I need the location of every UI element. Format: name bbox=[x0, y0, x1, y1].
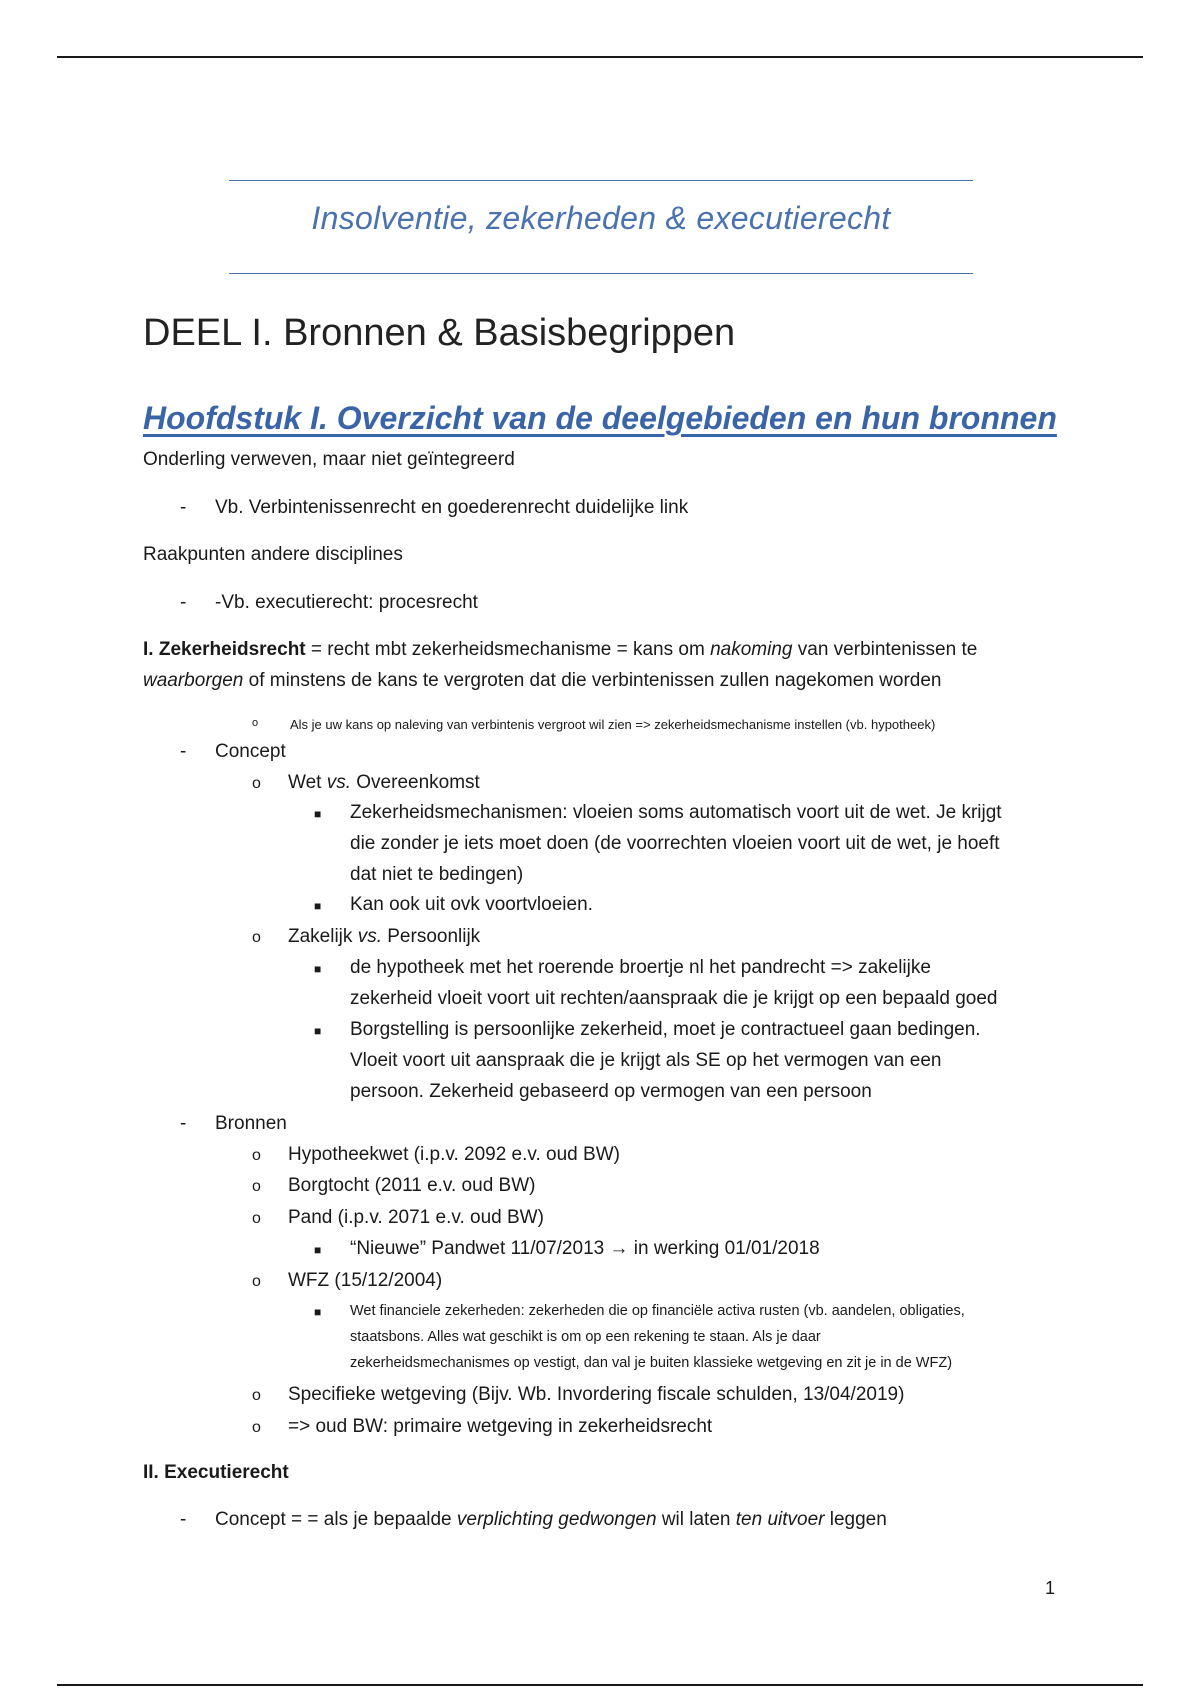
source-oud-bw: => oud BW: primaire wetgeving in zekerheidsrecht bbox=[288, 1416, 713, 1437]
zekerheidsrecht-definition-line-1: I. Zekerheidsrecht = recht mbt zekerheidsmechanisme = kans om nakoming van verbintenissen te bbox=[143, 639, 978, 660]
circle-bullet: o bbox=[252, 1387, 261, 1404]
part-heading: DEEL I. Bronnen & Basisbegrippen bbox=[143, 312, 736, 354]
circle-bullet: o bbox=[252, 1273, 261, 1290]
source-pand-sub: “Nieuwe” Pandwet 11/07/2013 → in werking 01/01/2018 bbox=[350, 1238, 820, 1259]
dash-bullet: - bbox=[180, 592, 187, 613]
section-1-label: I. Zekerheidsrecht bbox=[143, 639, 306, 660]
dash-bullet: - bbox=[180, 1113, 187, 1134]
wet-point-2: Kan ook uit ovk voortvloeien. bbox=[350, 894, 593, 915]
bronnen-label: Bronnen bbox=[215, 1113, 287, 1134]
square-bullet: ■ bbox=[314, 807, 322, 821]
circle-bullet: o bbox=[252, 1210, 261, 1227]
circle-bullet: o bbox=[252, 775, 261, 792]
dash-bullet: - bbox=[180, 1509, 187, 1530]
wet-point-1-line-2: die zonder je iets moet doen (de voorrechten vloeien voort uit de wet, je hoeft bbox=[350, 833, 1000, 854]
executierecht-concept: Concept = = als je bepaalde verplichting gedwongen wil laten ten uitvoer leggen bbox=[215, 1509, 887, 1530]
intro-paragraph-1: Onderling verweven, maar niet geïntegreerd bbox=[143, 449, 515, 470]
zekerheidsrecht-note: Als je uw kans op naleving van verbintenis vergroot wil zien => zekerheidsmechanisme instellen (vb. hypotheek) bbox=[290, 717, 936, 732]
circle-bullet: o bbox=[252, 1147, 261, 1164]
source-wfz-sub-line-3: zekerheidsmechanismes op vestigt, dan val je buiten klassieke wetgeving en zit je in de WFZ) bbox=[350, 1355, 953, 1371]
intro-paragraph-2: Raakpunten andere disciplines bbox=[143, 544, 403, 565]
source-wfz-sub-line-2: staatsbons. Alles wat geschikt is om op een rekening te staan. Als je daar bbox=[350, 1329, 821, 1345]
wet-point-1-line-1: Zekerheidsmechanismen: vloeien soms automatisch voort uit de wet. Je krijgt bbox=[350, 802, 1002, 823]
dash-bullet: - bbox=[180, 497, 187, 518]
source-borgtocht: Borgtocht (2011 e.v. oud BW) bbox=[288, 1175, 536, 1196]
zakelijk-vs-persoonlijk: Zakelijk vs. Persoonlijk bbox=[288, 926, 481, 947]
zakelijk-point-2-line-3: persoon. Zekerheid gebaseerd op vermogen van een persoon bbox=[350, 1081, 872, 1102]
zakelijk-point-1-line-2: zekerheid vloeit voort uit rechten/aanspraak die je krijgt op een bepaald goed bbox=[350, 988, 998, 1009]
zakelijk-point-2-line-1: Borgstelling is persoonlijke zekerheid, moet je contractueel gaan bedingen. bbox=[350, 1019, 981, 1040]
square-bullet: ■ bbox=[314, 962, 322, 976]
section-2-label: II. Executierecht bbox=[143, 1462, 289, 1483]
source-wfz: WFZ (15/12/2004) bbox=[288, 1270, 443, 1291]
chapter-heading: Hoofdstuk I. Overzicht van de deelgebieden en hun bronnen bbox=[143, 400, 1057, 436]
circle-bullet: o bbox=[252, 929, 261, 946]
document-title: Insolventie, zekerheden & executierecht bbox=[311, 200, 891, 236]
title-bottom-rule bbox=[229, 273, 973, 274]
square-bullet: ■ bbox=[314, 1024, 322, 1038]
zakelijk-point-1-line-1: de hypotheek met het roerende broertje nl het pandrecht => zakelijke bbox=[350, 957, 931, 978]
zakelijk-point-2-line-2: Vloeit voort uit aanspraak die je krijgt als SE op het vermogen van een bbox=[350, 1050, 942, 1071]
intro-bullet-2: -Vb. executierecht: procesrecht bbox=[215, 592, 478, 613]
circle-bullet: o bbox=[252, 1419, 261, 1436]
page-bottom-rule bbox=[57, 1684, 1143, 1686]
circle-bullet: o bbox=[252, 717, 259, 729]
square-bullet: ■ bbox=[314, 1305, 322, 1319]
title-top-rule bbox=[229, 180, 973, 181]
source-pand: Pand (i.p.v. 2071 e.v. oud BW) bbox=[288, 1207, 544, 1228]
page-top-rule bbox=[57, 56, 1143, 58]
square-bullet: ■ bbox=[314, 899, 322, 913]
source-specifieke-wetgeving: Specifieke wetgeving (Bijv. Wb. Invordering fiscale schulden, 13/04/2019) bbox=[288, 1384, 905, 1405]
wet-point-1-line-3: dat niet te bedingen) bbox=[350, 864, 524, 885]
wet-vs-overeenkomst: Wet vs. Overeenkomst bbox=[288, 772, 480, 793]
source-hypotheekwet: Hypotheekwet (i.p.v. 2092 e.v. oud BW) bbox=[288, 1144, 620, 1165]
square-bullet: ■ bbox=[314, 1243, 322, 1257]
zekerheidsrecht-definition-line-2: waarborgen of minstens de kans te vergroten dat die verbintenissen zullen nagekomen worden bbox=[143, 670, 942, 691]
concept-label: Concept bbox=[215, 741, 286, 762]
page-number: 1 bbox=[1045, 1578, 1056, 1598]
intro-bullet-1: Vb. Verbintenissenrecht en goederenrecht duidelijke link bbox=[215, 497, 689, 518]
dash-bullet: - bbox=[180, 741, 187, 762]
source-wfz-sub-line-1: Wet financiele zekerheden: zekerheden die op financiële activa rusten (vb. aandelen, obligaties, bbox=[350, 1303, 965, 1319]
circle-bullet: o bbox=[252, 1178, 261, 1195]
